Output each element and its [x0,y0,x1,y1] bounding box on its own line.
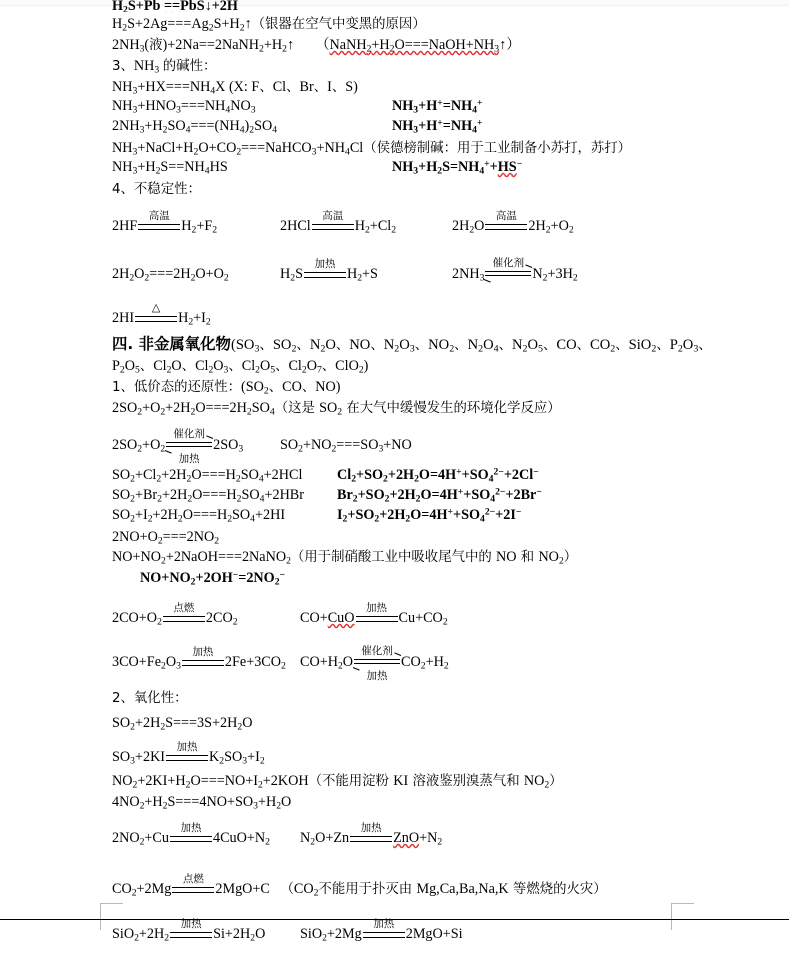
ionic-equation: $NH_3+H^+=NH_4^+$ [392,97,483,116]
equation-line: 2HF 高温 $H_2+F_2$ [112,210,218,236]
equilibrium-arrow: 催化剂 加热 [166,447,212,449]
equation-line: 2HI △ $H_2+I_2$ [112,302,211,328]
reaction-arrow: 点燃 [172,891,214,893]
equation-line: CO+CuO 加热 $Cu+CO_2$ [300,602,448,628]
equation-line: $3CO+Fe_2O_3$ 加热 $2Fe+3CO_2$ [112,646,286,672]
equation-line: $NH_3+HX===NH_4X$ (X: F、Cl、Br、I、S) [112,79,358,97]
reaction-arrow: △ [135,320,177,322]
ionic-equation: $NO+NO_2+2OH^-=2NO_2^-$ [140,569,286,588]
reaction-arrow: 加热 [363,936,405,938]
document-content [112,0,712,954]
ionic-equation: $Br_2+SO_2+2H_2O=4H^++SO_4^{2-}+2Br^-$ [337,486,542,505]
equation-line: $NH_3+H_2S==NH_4HS$ [112,159,228,177]
reaction-arrow: 加热 [166,759,208,761]
ionic-equation: $I_2+SO_2+2H_2O=4H^++SO_4^{2-}+2I^-$ [337,506,522,525]
reaction-arrow: 高温 [138,228,180,230]
equation-row [112,427,712,465]
equation-row [112,507,712,527]
equation-row [112,600,712,638]
reaction-arrow: 点燃 [163,620,205,622]
equation-row [112,467,712,487]
ionic-equation: $Cl_2+SO_2+2H_2O=4H^++SO_4^{2-}+2Cl^-$ [337,466,539,485]
equation-line: $NO+NO_2+2NaOH===2NaNO_2$（用于制硝酸工业中吸收尾气中的 NO 和 $NO_2$） [112,549,578,567]
equation-row [112,916,712,954]
equation-row [112,644,712,682]
equation-line: $2CO+O_2$ 点燃 $2CO_2$ [112,602,238,628]
equation-line: $2SO_2+O_2+2H_2O===2H_2SO_4$（这是 $SO_2$ 在大气中缓慢发生的环境化学反应） [112,400,561,418]
section-header: 3、$NH_3$ 的碱性： [112,58,217,76]
heading-oxide-list-cont: $P_2O_5$、$Cl_2O$、$Cl_2O_3$、$Cl_2O_5$、$Cl_2O_7$、ClO$_2$) [112,358,369,376]
reaction-arrow: 加热 [356,620,398,622]
equation-line: $SO_2+2H_2S===3S+2H_2O$ [112,715,253,733]
equation-line: $H_2S+2Ag===Ag_2S+H_2↑$（银器在空气中变黑的原因） [112,16,426,34]
equation-line: $SO_2+NO_2===SO_3+NO$ [280,437,412,455]
truncated-line: $H_2S+Pb$ ==PbS↓+2H [112,0,238,12]
equation-line: $2NH_3$ 催化剂 $N_2+3H_2$ [452,257,578,284]
ionic-equation: $NH_3+H_2S=NH_4^++HS^-$ [392,158,523,177]
reaction-arrow: 加热 [304,276,346,278]
equation-line: $2NO+O_2===2NO_2$ [112,529,220,547]
footer-rule-left [0,919,122,920]
equation-line: $H_2S$ 加热 $H_2+S$ [280,258,378,284]
equation-row [112,98,712,118]
equation-row [112,739,712,769]
equation-line: $NO_2+2KI+H_2O===NO+I_2+2KOH$（不能用淀粉 KI 溶液鉴别溴蒸气和 $NO_2$） [112,773,563,791]
equation-line: $N_2O+Zn$ 加热 $ZnO+N_2$ [300,822,443,848]
equation-line: $CO_2+2Mg$ 点燃 2MgO+C （$CO_2$不能用于扑灭由 Mg,Ca,Ba,Na,K 等燃烧的火灾） [112,873,607,899]
footer-rule [120,919,789,920]
equation-line: $SO_2+I_2+2H_2O===H_2SO_4+2HI$ [112,507,286,525]
section-heading-four: 四. 非金属氧化物($SO_3$、$SO_2$、$N_2O$、NO、$N_2O_3$、$NO_2$、$N_2O_4$、$N_2O_5$、CO、$CO_2$、SiO$_2$、$P_2O_3$、 [112,335,712,355]
equation-line: $2NH_3+H_2SO_4===(NH_4)_2SO_4$ [112,118,278,136]
equation-row [112,300,712,328]
equation-line: $2NO_2+Cu$ 加热 $4CuO+N_2$ [112,822,270,848]
equation-row [112,820,712,858]
crop-mark-left [100,903,123,930]
equation-row [112,159,712,179]
equation-row [112,487,712,507]
equilibrium-arrow: 催化剂 [485,276,531,278]
equation-row [112,868,712,906]
equation-line: $2NH_3$(液)$+2Na==2NaNH_2+H_2↑$ $(NaNH_2+H_2O===NaOH+NH_3↑)$ [112,37,521,55]
heading-title: 四. 非金属氧化物 [112,335,231,353]
reaction-arrow: 加热 [182,664,224,666]
equation-row [112,118,712,138]
equation-line: $2SO_2+O_2$ 催化剂 加热 $2SO_3$ [112,428,244,465]
ionic-equation: $NH_3+H^+=NH_4^+$ [392,117,483,136]
equation-line: $SO_2+Br_2+2H_2O===H_2SO_4+2HBr$ [112,487,304,505]
equilibrium-arrow: 催化剂 加热 [354,664,400,666]
equation-line: $2H_2O_2===2H_2O+O_2$ [112,266,229,284]
equation-line: 2HCl 高温 $H_2+Cl_2$ [280,210,397,236]
crop-mark-right [671,903,694,930]
equation-line: $NH_3+NaCl+H_2O+CO_2===NaHCO_3+NH_4Cl$（侯德榜制碱：用于工业制备小苏打，苏打） [112,140,632,158]
equation-line: $SO_3+2KI$ 加热 $K_2SO_3+I_2$ [112,741,265,767]
reaction-arrow: 加热 [170,840,212,842]
equation-line: $SO_2+Cl_2+2H_2O===H_2SO_4+2HCl$ [112,467,303,485]
reaction-arrow: 加热 [350,840,392,842]
section-header: 1、低价态的还原性：($SO_2$、CO、NO) [112,379,341,397]
equation-line: $CO+H_2O$ 催化剂 加热 $CO_2+H_2$ [300,645,449,682]
equation-line: $2H_2O$ 高温 $2H_2+O_2$ [452,210,574,236]
equation-line: $SiO_2+2H_2$ 加热 $Si+2H_2O$ [112,918,266,944]
equation-line: SiO$_2$+2Mg 加热 2MgO+Si [300,918,463,944]
equation-row [112,256,712,294]
section-header: 4、不稳定性： [112,182,201,197]
reaction-arrow: 高温 [312,228,354,230]
equation-row [112,210,712,248]
section-header: 2、氧化性： [112,691,188,706]
reaction-arrow: 加热 [170,936,212,938]
equation-line: $NH_3+HNO_3===NH_4NO_3$ [112,98,256,116]
equation-line: $4NO_2+H_2S===4NO+SO_3+H_2O$ [112,794,292,812]
reaction-arrow: 高温 [485,228,527,230]
